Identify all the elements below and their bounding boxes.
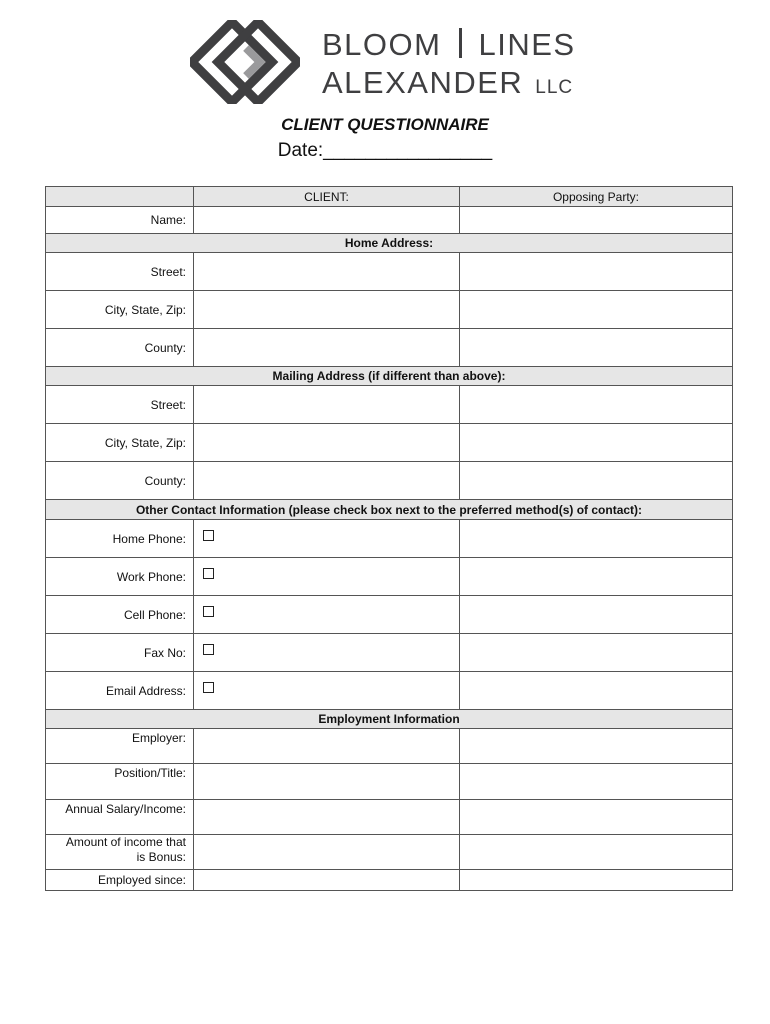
employment-section-header: Employment Information: [46, 710, 733, 729]
corner-cell: [46, 187, 194, 207]
home-city-label: City, State, Zip:: [46, 291, 194, 329]
logo-suffix-llc: LLC: [535, 77, 574, 98]
table-row: [46, 424, 733, 462]
page-title: CLIENT QUESTIONNAIRE: [281, 115, 489, 134]
employer-label: Employer:: [46, 729, 194, 764]
opposing-home-county-field[interactable]: [460, 329, 733, 367]
logo-word-alexander: ALEXANDER: [322, 65, 524, 100]
company-logo-wordmark: [322, 28, 576, 105]
date-field[interactable]: Date:________________: [277, 140, 493, 161]
client-mail-city-field[interactable]: [194, 424, 460, 462]
client-position-field[interactable]: [194, 764, 460, 800]
client-home-street-field[interactable]: [194, 253, 460, 291]
client-cell-phone-field[interactable]: [194, 596, 460, 634]
email-label: Email Address:: [46, 672, 194, 710]
table-row: [46, 764, 733, 800]
table-row: [46, 253, 733, 291]
section-row: [46, 500, 733, 520]
document-header: [0, 0, 770, 185]
table-row: [46, 291, 733, 329]
table-row: [46, 207, 733, 234]
client-employed-since-field[interactable]: [194, 870, 460, 891]
name-label: Name:: [46, 207, 194, 234]
opposing-work-phone-field[interactable]: [460, 558, 733, 596]
table-row: [46, 835, 733, 870]
mail-city-label: City, State, Zip:: [46, 424, 194, 462]
table-row: [46, 558, 733, 596]
table-row: [46, 729, 733, 764]
opposing-mail-city-field[interactable]: [460, 424, 733, 462]
opposing-cell-phone-field[interactable]: [460, 596, 733, 634]
section-row: [46, 367, 733, 386]
email-checkbox[interactable]: [203, 682, 214, 693]
client-mail-street-field[interactable]: [194, 386, 460, 424]
client-email-field[interactable]: [194, 672, 460, 710]
table-row: [46, 634, 733, 672]
mailing-address-section-header: Mailing Address (if different than above):: [46, 367, 733, 386]
home-address-section-header: Home Address:: [46, 234, 733, 253]
home-county-label: County:: [46, 329, 194, 367]
fax-checkbox[interactable]: [203, 644, 214, 655]
fax-label: Fax No:: [46, 634, 194, 672]
work-phone-label: Work Phone:: [46, 558, 194, 596]
opposing-home-phone-field[interactable]: [460, 520, 733, 558]
employed-since-label: Employed since:: [46, 870, 194, 891]
opposing-column-header: Opposing Party:: [460, 187, 733, 207]
bonus-label: [46, 835, 194, 870]
table-row: [46, 520, 733, 558]
home-phone-checkbox[interactable]: [203, 530, 214, 541]
opposing-name-field[interactable]: [460, 207, 733, 234]
mail-street-label: Street:: [46, 386, 194, 424]
table-row: [46, 870, 733, 891]
cell-phone-label: Cell Phone:: [46, 596, 194, 634]
section-row: [46, 234, 733, 253]
table-row: [46, 329, 733, 367]
position-label: Position/Title:: [46, 764, 194, 800]
section-row: [46, 710, 733, 729]
contact-section-header: Other Contact Information (please check box next to the preferred method(s) of contact):: [46, 500, 733, 520]
client-work-phone-field[interactable]: [194, 558, 460, 596]
home-phone-label: Home Phone:: [46, 520, 194, 558]
client-salary-field[interactable]: [194, 800, 460, 835]
salary-label: Annual Salary/Income:: [46, 800, 194, 835]
diamond-chevron-logo-icon: [190, 20, 300, 104]
client-column-header: CLIENT:: [194, 187, 460, 207]
opposing-employer-field[interactable]: [460, 729, 733, 764]
opposing-position-field[interactable]: [460, 764, 733, 800]
client-mail-county-field[interactable]: [194, 462, 460, 500]
table-row: [46, 386, 733, 424]
questionnaire-table: [45, 186, 733, 891]
client-home-county-field[interactable]: [194, 329, 460, 367]
logo-word-bloom: BLOOM: [322, 27, 442, 62]
cell-phone-checkbox[interactable]: [203, 606, 214, 617]
logo-word-lines: LINES: [478, 27, 576, 62]
opposing-home-city-field[interactable]: [460, 291, 733, 329]
opposing-mail-street-field[interactable]: [460, 386, 733, 424]
client-fax-field[interactable]: [194, 634, 460, 672]
client-bonus-field[interactable]: [194, 835, 460, 870]
bonus-label-line1: Amount of income that: [65, 835, 186, 849]
work-phone-checkbox[interactable]: [203, 568, 214, 579]
home-street-label: Street:: [46, 253, 194, 291]
logo-separator: [459, 28, 462, 58]
opposing-mail-county-field[interactable]: [460, 462, 733, 500]
opposing-bonus-field[interactable]: [460, 835, 733, 870]
opposing-email-field[interactable]: [460, 672, 733, 710]
client-name-field[interactable]: [194, 207, 460, 234]
client-home-city-field[interactable]: [194, 291, 460, 329]
mail-county-label: County:: [46, 462, 194, 500]
opposing-home-street-field[interactable]: [460, 253, 733, 291]
table-row: [46, 672, 733, 710]
client-home-phone-field[interactable]: [194, 520, 460, 558]
table-row: [46, 800, 733, 835]
opposing-fax-field[interactable]: [460, 634, 733, 672]
opposing-salary-field[interactable]: [460, 800, 733, 835]
bonus-label-line2: is Bonus:: [136, 850, 186, 864]
client-employer-field[interactable]: [194, 729, 460, 764]
table-row: [46, 462, 733, 500]
column-header-row: [46, 187, 733, 207]
table-row: [46, 596, 733, 634]
opposing-employed-since-field[interactable]: [460, 870, 733, 891]
